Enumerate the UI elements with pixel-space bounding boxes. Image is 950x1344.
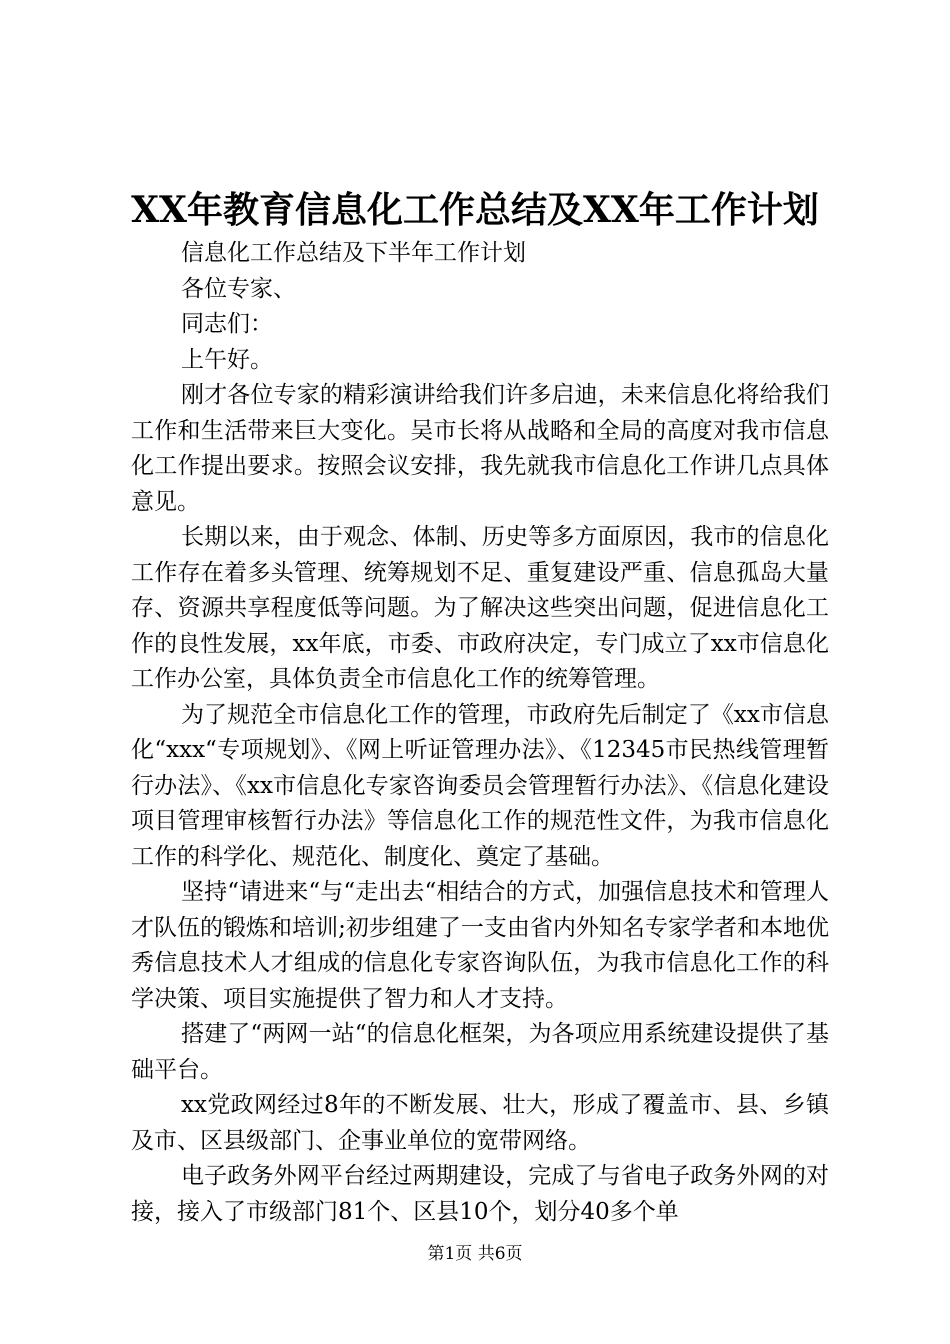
page-footer: 第1页 共6页 bbox=[427, 1244, 523, 1264]
paragraph-subtitle: 信息化工作总结及下半年工作计划 bbox=[181, 240, 526, 266]
paragraph-greeting: 上午好。 bbox=[181, 346, 273, 373]
paragraph-regulations: 为了规范全市信息化工作的管理，市政府先后制定了《xx市信息化“xxx“专项规划》、《网上听证管理办法》、《12345市民热线管理暂行办法》、《xx市信息化专家咨询委员会管理暂行办法》、《信息化建设项目管理审核暂行办法》等信息化工作的规范性文件，为我市信息化工作的科学化、规范化、制度化、奠定了基础。 bbox=[131, 701, 829, 870]
paragraph-egov-network: 电子政务外网平台经过两期建设，完成了与省电子政务外网的对接，接入了市级部门81个、区县10个，划分40多个单 bbox=[131, 1163, 829, 1225]
paragraph-background: 长期以来，由于观念、体制、历史等多方面原因，我市的信息化工作存在着多头管理、统筹规划不足、重复建设严重、信息孤岛大量存、资源共享程度低等问题。为了解决这些突出问题，促进信息化工作的良性发展，xx年底，市委、市政府决定，专门成立了xx市信息化工作办公室，具体负责全市信息化工作的统筹管理。 bbox=[131, 524, 829, 692]
document-title: XX年教育信息化工作总结及XX年工作计划 bbox=[131, 189, 819, 231]
paragraph-intro: 刚才各位专家的精彩演讲给我们许多启迪，未来信息化将给我们工作和生活带来巨大变化。吴市长将从战略和全局的高度对我市信息化工作提出要求。按照会议安排，我先就我市信息化工作讲几点具体意见。 bbox=[131, 382, 829, 515]
paragraph-salutation-experts: 各位专家、 bbox=[181, 275, 296, 302]
paragraph-salutation-comrades: 同志们： bbox=[181, 311, 273, 337]
paragraph-framework: 搭建了“两网一站“的信息化框架，为各项应用系统建设提供了基础平台。 bbox=[131, 1021, 829, 1083]
paragraph-party-network: xx党政网经过8年的不断发展、壮大，形成了覆盖市、县、乡镇及市、区县级部门、企事业单位的宽带网络。 bbox=[131, 1092, 829, 1154]
paragraph-talent: 坚持“请进来“与“走出去“相结合的方式，加强信息技术和管理人才队伍的锻炼和培训;初步组建了一支由省内外知名专家学者和本地优秀信息技术人才组成的信息化专家咨询队伍，为我市信息化工作的科学决策、项目实施提供了智力和人才支持。 bbox=[131, 879, 829, 1012]
document-body bbox=[131, 236, 829, 1230]
